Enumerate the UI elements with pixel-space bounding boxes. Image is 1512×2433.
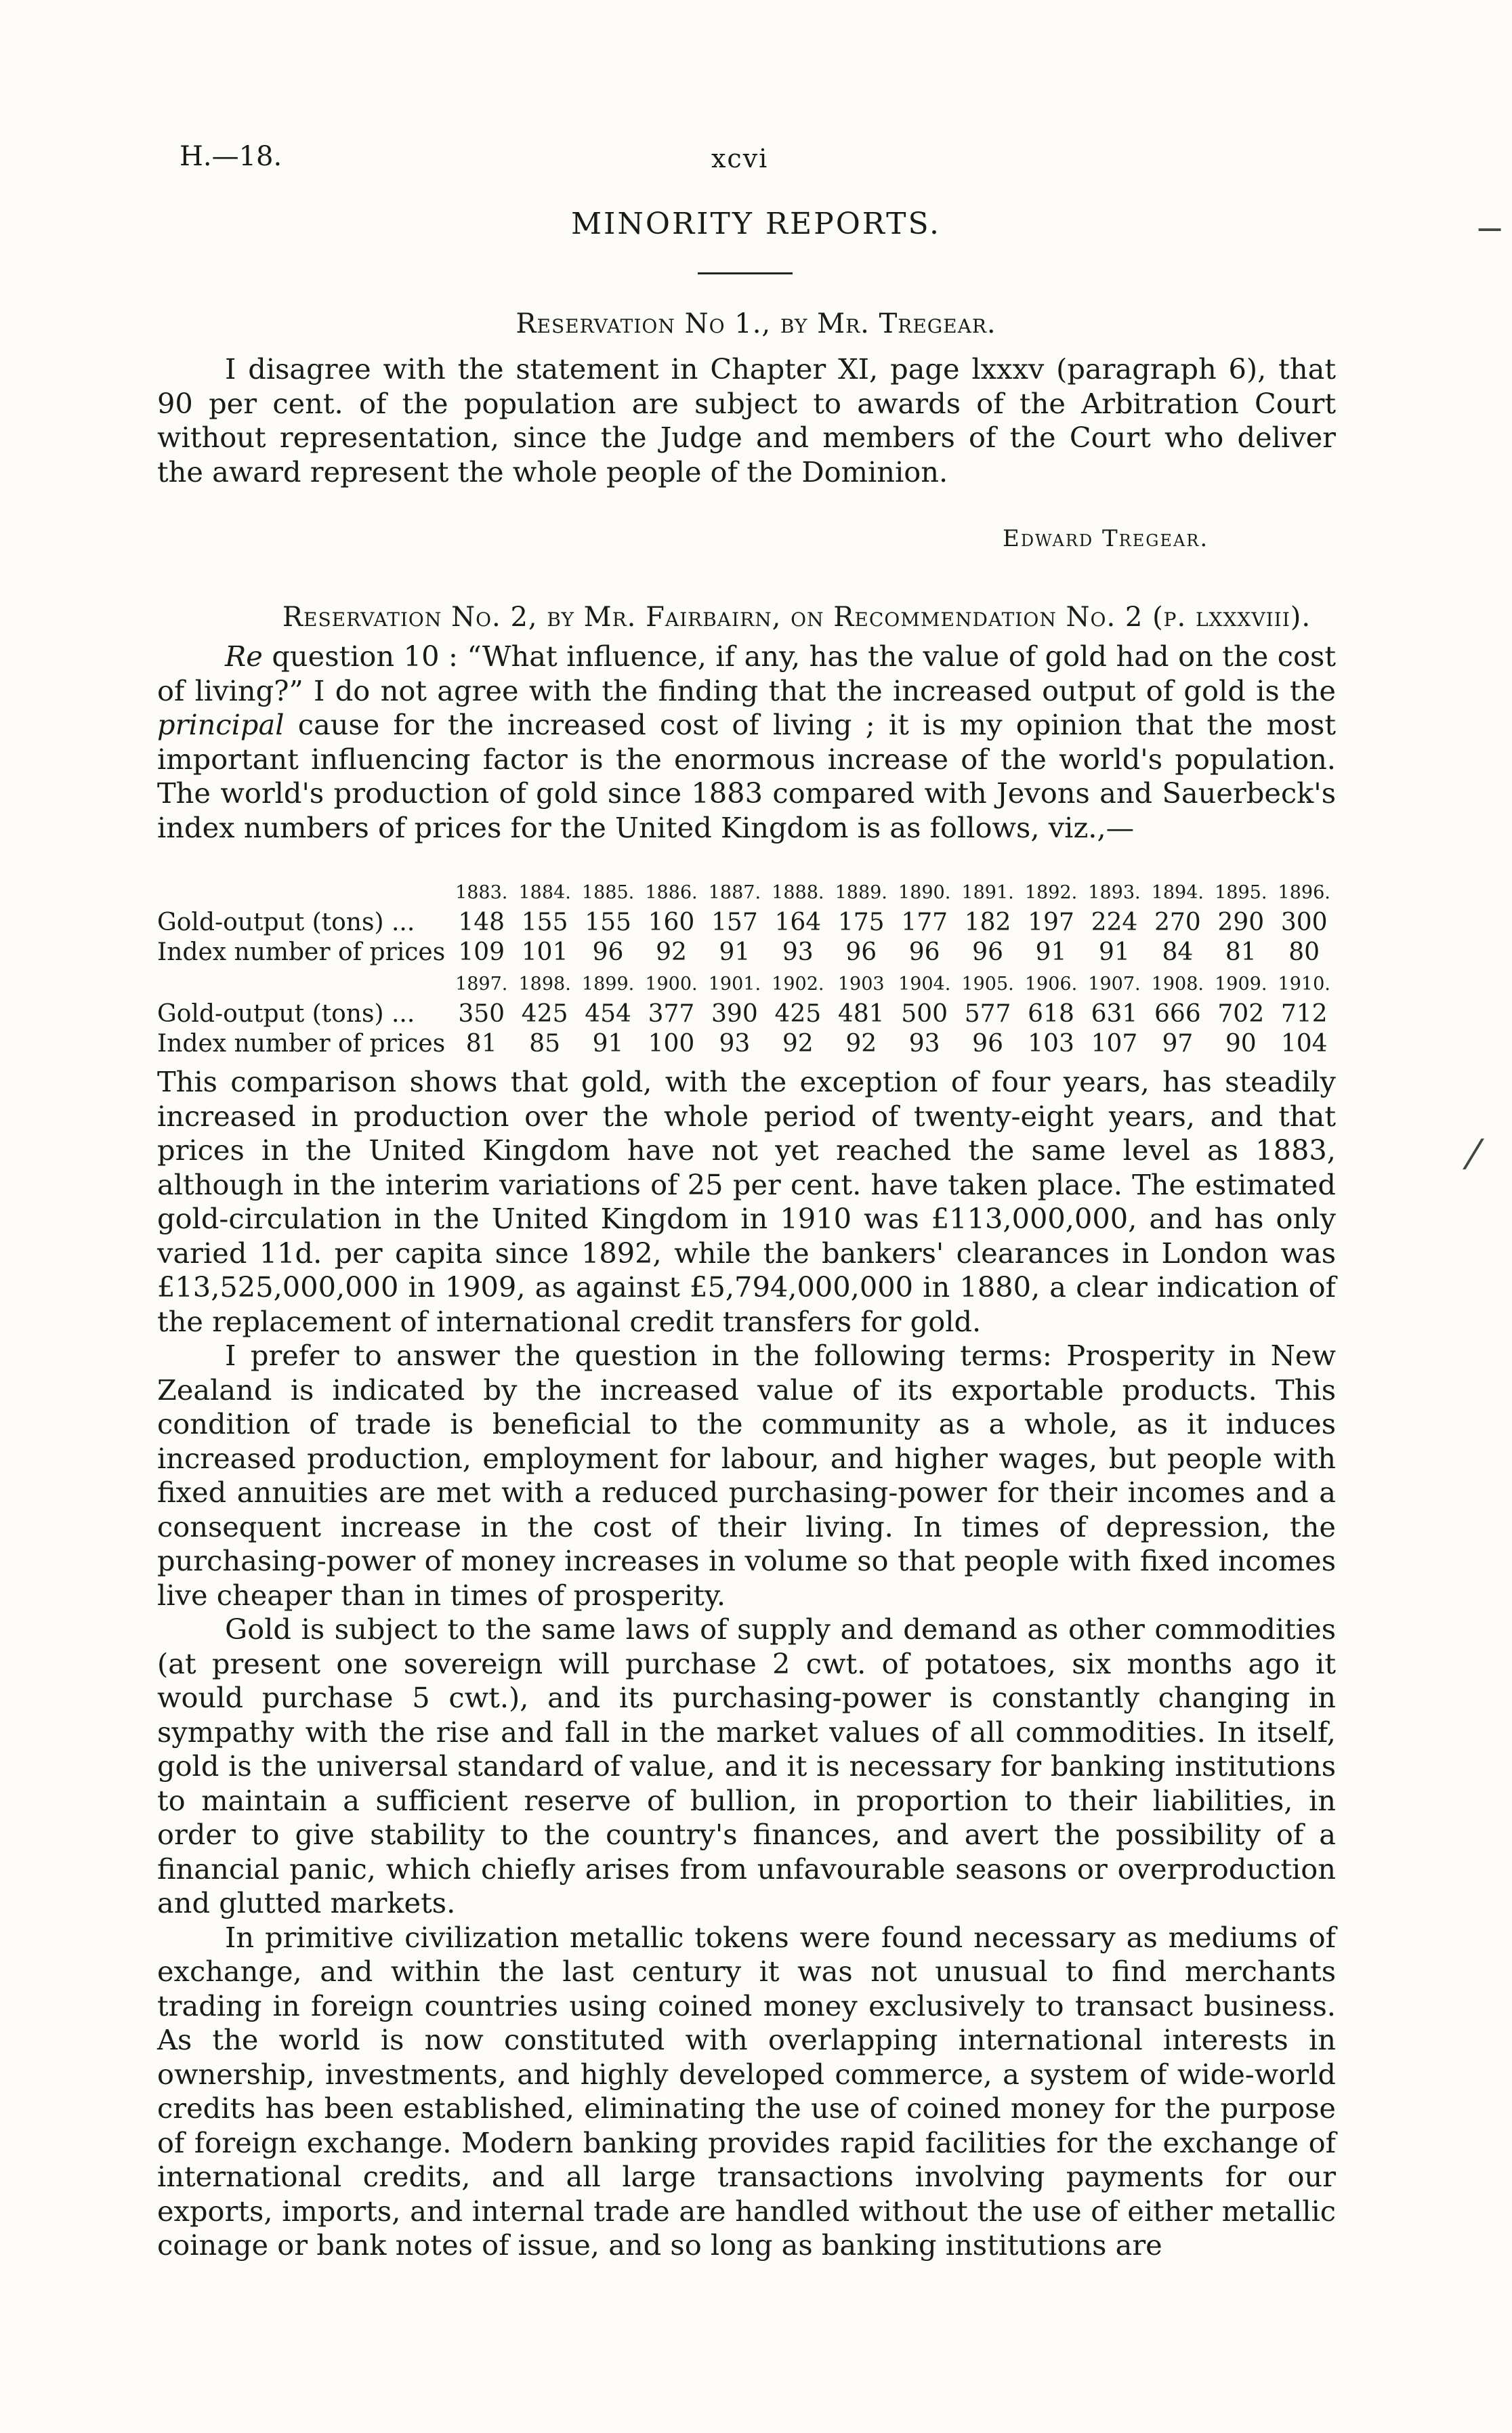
table-cell: 160 [648,909,695,936]
table-2-gold-label: Gold-output (tons) ... [157,1000,415,1028]
table-cell: 92 [782,1030,814,1058]
table-cell: 270 [1154,909,1201,936]
table-cell: 702 [1217,1000,1265,1028]
table-cell: 1906. [1024,974,1078,995]
table-cell: 390 [711,1000,758,1028]
table-cell: 91 [1099,938,1130,966]
table-cell: 157 [711,909,758,936]
table-cell: 96 [908,938,940,966]
table-cell: 425 [521,1000,568,1028]
table-cell: 107 [1091,1030,1138,1058]
table-cell: 109 [458,938,505,966]
table-cell: 290 [1217,909,1265,936]
gold-table-2 [157,974,1336,1059]
paragraph-comparison: This comparison shows that gold, with the exception of four years, has steadily increased in production over the whole period of twenty-eight years, and that prices in the United Kingdom have not yet reached the same level as 1883, although in the interim variations of 25 per cent. have taken place. The estimated gold-circulation in the United Kingdom in 1910 was £113,000,000, and has only varied 11d. per capita since 1892, while the bankers' clearances in London was £13,525,000,000 in 1909, as against £5,794,000,000 in 1880, a clear indication of the replacement of international credit transfers for gold. [157,1065,1336,1338]
table-2-index-values [450,1029,1336,1059]
table-cell: 1899. [581,974,635,995]
paragraph-primitive: In primitive civilization metallic tokens were found necessary as mediums of exchange, and within the last century it was not unusual to find merchants trading in foreign countries using coined money exclusively to transact business. As the world is now constituted with overlapping international interests in ownership, investments, and highly developed commerce, a system of wide-world credits has been established, eliminating the use of coined money for the purpose of foreign exchange. Modern banking provides rapid facilities for the exchange of international credits, and all large transactions involving payments for our exports, imports, and internal trade are handled without the use of either metallic coinage or bank notes of issue, and so long as banking institutions are [157,1920,1336,2262]
reservation-2-heading: Reservation No. 2, by Mr. Fairbairn, on Recommendation No. 2 (p. lxxxviii). [282,602,1311,633]
table-cell: 1909. [1215,974,1267,995]
paragraph-gold: Gold is subject to the same laws of supply and demand as other commodities (at present one sovereign will purchase 2 cwt. of potatoes, six months ago it would purchase 5 cwt.), and its purchasing-power is constantly changing in sympathy with the rise and fall in the market values of all commodities. In itself, gold is the universal standard of value, and it is necessary for banking institutions to maintain a sufficient reserve of bullion, in proportion to their liabilities, in order to give stability to the country's finances, and avert the possibility of a financial panic, which chiefly arises from unfavourable seasons or overproduction and glutted markets. [157,1613,1336,1919]
table-cell: 148 [458,909,505,936]
paragraph-prosperity: I prefer to answer the question in the following terms: Prosperity in New Zealand is indicated by the increased value of its exportable products. This condition of trade is beneficial to the community as a whole, as it induces increased production, employment for labour, and higher wages, but people with fixed annuities are met with a reduced purchasing-power for their incomes and a consequent increase in the cost of their living. In times of depression, the purchasing-power of money increases in volume so that people with fixed incomes live cheaper than in times of prosperity. [157,1339,1336,1612]
table-cell: 92 [845,1030,877,1058]
table-1-gold-label: Gold-output (tons) ... [157,909,415,936]
table-1-index-label: Index number of prices [157,938,446,966]
table-1-index-row [157,938,1336,968]
table-cell: 1895. [1215,882,1267,903]
table-1-years-row [157,882,1336,908]
table-cell: 80 [1288,938,1320,966]
gold-table-1 [157,882,1336,968]
title-rule [698,272,793,274]
table-cell: 481 [837,1000,885,1028]
table-2-gold-row [157,999,1336,1029]
table-cell: 84 [1162,938,1194,966]
document-code: H.—18. [180,141,282,172]
table-cell: 96 [845,938,877,966]
intro-re: Re [225,640,263,673]
table-cell: 93 [782,938,814,966]
table-cell: 1910. [1278,974,1330,995]
table-cell: 1885. [581,882,635,903]
reservation-2-intro [157,640,1336,845]
reservation-2-body [157,1065,1336,2263]
reservation-1-text: I disagree with the statement in Chapter XI, page lxxxv (paragraph 6), that 90 per cent. of the population are subject to awards of the Arbitration Court without representation, since the Judge and members of the Court who deliver the award represent the whole people of the Dominion. [157,352,1336,488]
table-cell: 91 [1035,938,1067,966]
table-2-gold-values [450,999,1336,1029]
table-cell: 631 [1091,1000,1138,1028]
table-2-years [450,974,1336,999]
table-cell: 177 [901,909,948,936]
table-cell: 155 [585,909,631,936]
table-cell: 300 [1280,909,1328,936]
table-2-index-row [157,1029,1336,1059]
intro-part-1: question 10 : “What influence, if any, has the value of gold had on the cost of living?” I do not agree with the finding that the increased output of gold is the [157,640,1336,707]
table-cell: 1887. [708,882,761,903]
table-cell: 85 [529,1030,561,1058]
table-cell: 91 [592,1030,624,1058]
table-cell: 1898. [518,974,571,995]
table-cell: 500 [901,1000,948,1028]
table-cell: 101 [521,938,568,966]
table-cell: 1894. [1151,882,1204,903]
table-cell: 1893. [1088,882,1141,903]
reservation-2-intro-text [157,640,1336,845]
table-cell: 155 [521,909,568,936]
table-cell: 92 [656,938,687,966]
margin-mark-top: ‒ [1477,203,1503,251]
table-cell: 1891. [961,882,1014,903]
table-cell: 103 [1028,1030,1074,1058]
table-cell: 1905. [961,974,1014,995]
page-number: xcvi [711,144,769,173]
table-cell: 175 [837,909,885,936]
table-cell: 1886. [645,882,698,903]
table-cell: 97 [1162,1030,1194,1058]
table-cell: 1884. [518,882,571,903]
table-cell: 425 [774,1000,822,1028]
table-cell: 96 [972,1030,1003,1058]
margin-mark-middle: ⁄ [1470,1131,1477,1179]
table-cell: 1903 [837,974,885,995]
table-cell: 1901. [708,974,761,995]
table-1-index-values [450,938,1336,968]
table-cell: 1900. [645,974,698,995]
table-cell: 1888. [772,882,824,903]
table-cell: 182 [964,909,1011,936]
table-2-index-label: Index number of prices [157,1030,446,1058]
table-cell: 1897. [455,974,508,995]
table-cell: 81 [1225,938,1257,966]
table-cell: 93 [719,1030,751,1058]
table-cell: 1908. [1151,974,1204,995]
table-cell: 577 [964,1000,1011,1028]
table-cell: 96 [592,938,624,966]
table-cell: 1890. [898,882,951,903]
reservation-1-body [157,352,1336,489]
table-cell: 90 [1225,1030,1257,1058]
table-cell: 93 [908,1030,940,1058]
table-cell: 164 [774,909,822,936]
table-cell: 712 [1280,1000,1328,1028]
table-cell: 1904. [898,974,951,995]
intro-principal: principal [157,708,285,741]
table-cell: 666 [1154,1000,1201,1028]
reservation-1-heading: Reservation No 1., by Mr. Tregear. [516,308,996,339]
table-cell: 1889. [835,882,887,903]
table-2-years-row [157,974,1336,999]
table-1-years [450,882,1336,908]
table-cell: 377 [648,1000,695,1028]
table-cell: 618 [1028,1000,1074,1028]
table-cell: 1892. [1024,882,1078,903]
table-cell: 1896. [1278,882,1330,903]
table-cell: 1907. [1088,974,1141,995]
table-1-gold-values [450,908,1336,938]
table-cell: 81 [465,1030,497,1058]
table-cell: 1902. [772,974,824,995]
table-cell: 197 [1028,909,1074,936]
intro-part-2: cause for the increased cost of living ; it is my opinion that the most important influencing factor is the enormous increase of the world's population. The world's production of gold since 1883 compared with Jevons and Sauerbeck's index numbers of prices for the United Kingdom is as follows, viz.,— [157,708,1336,844]
table-cell: 350 [458,1000,505,1028]
table-cell: 91 [719,938,751,966]
table-cell: 454 [585,1000,631,1028]
reservation-1-signature: Edward Tregear. [1003,525,1209,552]
page-title: MINORITY REPORTS. [570,207,942,241]
table-cell: 1883. [455,882,508,903]
table-cell: 100 [648,1030,695,1058]
table-cell: 96 [972,938,1003,966]
table-cell: 104 [1280,1030,1328,1058]
table-cell: 224 [1091,909,1138,936]
table-1-gold-row [157,908,1336,938]
